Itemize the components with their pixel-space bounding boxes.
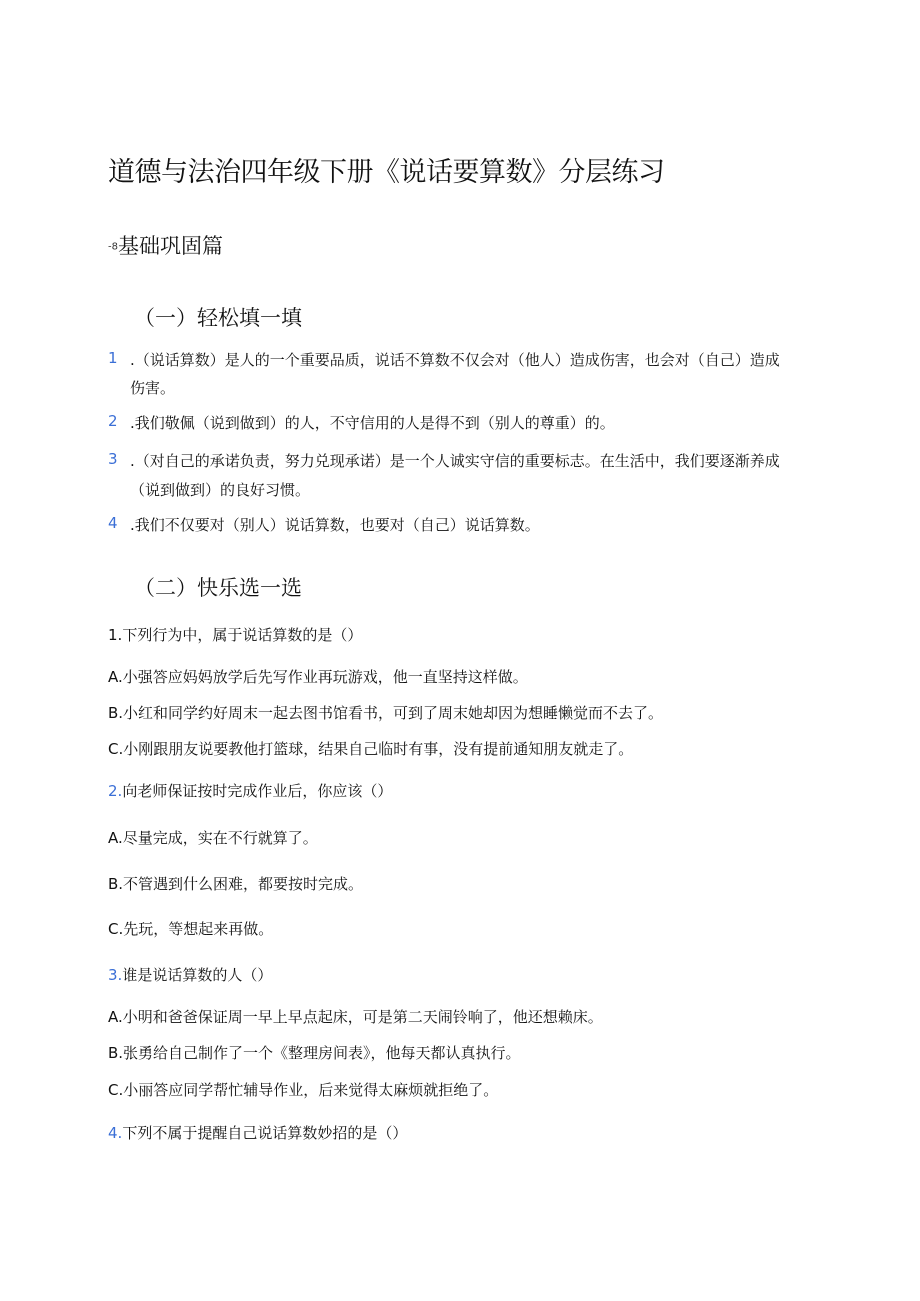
fill-item-number: 4	[108, 514, 118, 532]
question-option: C.小刚跟朋友说要教他打篮球，结果自己临时有事，没有提前通知朋友就走了。	[108, 740, 634, 758]
question-option: C.小丽答应同学帮忙辅导作业，后来觉得太麻烦就拒绝了。	[108, 1081, 499, 1099]
part-prefix: -8	[108, 241, 118, 253]
question-option: B.小红和同学约好周末一起去图书馆看书，可到了周末她却因为想睡懒觉而不去了。	[108, 704, 664, 722]
question-2	[108, 780, 392, 801]
question-option: A.小强答应妈妈放学后先写作业再玩游戏，他一直坚持这样做。	[108, 668, 528, 686]
question-number: 1.	[108, 626, 123, 644]
question-text: 下列行为中，属于说话算数的是（）	[122, 626, 363, 644]
question-option: B.不管遇到什么困难，都要按时完成。	[108, 875, 364, 893]
fill-item-line: （说到做到）的良好习惯。	[130, 481, 311, 499]
fill-item-line: .我们敬佩（说到做到）的人，不守信用的人是得不到（别人的尊重）的。	[130, 414, 615, 432]
question-option: B.张勇给自己制作了一个《整理房间表》，他每天都认真执行。	[108, 1044, 521, 1062]
question-4	[108, 1122, 407, 1143]
fill-item-line: .（说话算数）是人的一个重要品质，说话不算数不仅会对（他人）造成伤害，也会对（自己）造成	[130, 351, 780, 369]
fill-item-number: 1	[108, 349, 118, 367]
page-title: 道德与法治四年级下册《说话要算数》分层练习	[108, 157, 665, 188]
question-text: 向老师保证按时完成作业后，你应该（）	[122, 782, 393, 800]
part-heading	[108, 230, 223, 260]
fill-item-number: 2	[108, 412, 118, 430]
question-number: 3.	[108, 966, 123, 984]
section1-heading: （一）轻松填一填	[134, 306, 302, 330]
fill-item-line: .我们不仅要对（别人）说话算数，也要对（自己）说话算数。	[130, 516, 540, 534]
question-number: 2.	[108, 782, 123, 800]
fill-item-line: .（对自己的承诺负责，努力兑现承诺）是一个人诚实守信的重要标志。在生活中，我们要逐渐养成	[130, 452, 780, 470]
question-option: A.尽量完成，实在不行就算了。	[108, 829, 318, 847]
question-1	[108, 624, 362, 645]
question-option: A.小明和爸爸保证周一早上早点起床，可是第二天闹铃响了，他还想赖床。	[108, 1008, 603, 1026]
question-text: 谁是说话算数的人（）	[122, 966, 273, 984]
part-label: 基础巩固篇	[117, 234, 223, 258]
question-option: C.先玩，等想起来再做。	[108, 920, 274, 938]
fill-item-number: 3	[108, 450, 118, 468]
question-text: 下列不属于提醒自己说话算数妙招的是（）	[122, 1124, 408, 1142]
question-number: 4.	[108, 1124, 123, 1142]
section2-heading: （二）快乐选一选	[134, 576, 302, 600]
question-3	[108, 964, 272, 985]
fill-item-line: 伤害。	[130, 379, 176, 397]
